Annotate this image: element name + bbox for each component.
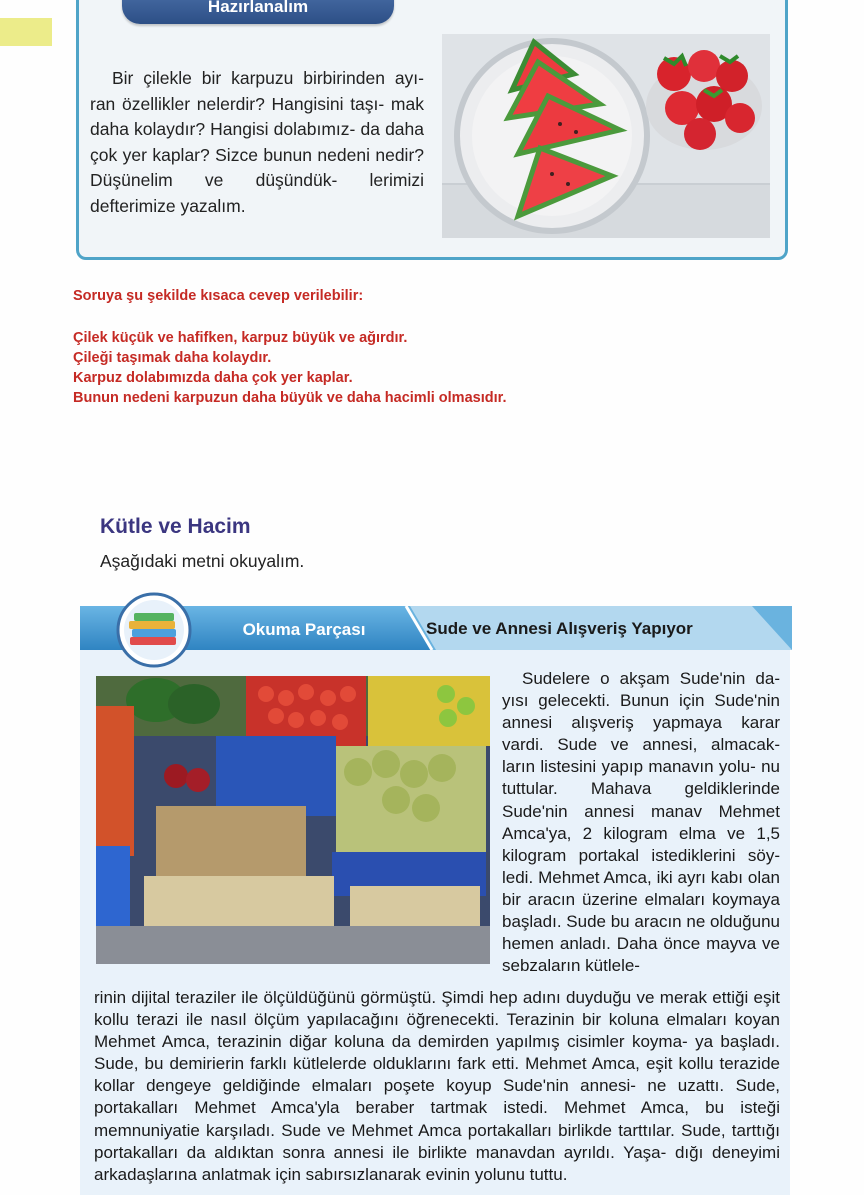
reading-label: Okuma Parçası — [242, 620, 366, 639]
story-title: Sude ve Annesi Alışveriş Yapıyor — [426, 619, 693, 638]
story-paragraph-right: Sudelere o akşam Sude'nin da- yısı gelecekti. Bunun için Sude'nin annesi alışveriş yapmaya karar vardi. Sude ve annesi, almacak- ların listesini yapıp manavın yolu- nu tuttular. Mahava geldiklerinde Sude'nin annesi manav Mehmet Amca'ya, 2 kilogram elma ve 1,5 kilogram portakal istediklerini söy- ledi. Mehmet Amca, iki ayrı kabı olan bir aracın üzerine elmaları koymaya başladı. Sude bu aracın ne olduğunu hemen anladı. Daha önce mayva ve sebzaların kütlele- — [502, 669, 781, 976]
section-title: Kütle ve Hacim — [100, 515, 251, 538]
answer-line-2: Çileği taşımak daha kolaydır. — [73, 350, 272, 366]
margin-tab — [0, 18, 52, 46]
story-paragraph-bottom: rinin dijital teraziler ile ölçüldüğünü görmüştü. Şimdi hep adını duyduğu ve merak ettiği eşit kollu terazi ile nasıl ölçüm yapılacağını öğrenecekti. Terazinin bir koluna elmaları koyan Mehmet Amca, terazinin diğar koluna da demirden yapılmış cisimler koyma- ya başladı. Sude, bu demirierin farklı kütlelerde olduklarını fark etti. Mehmet Amca, eşit kollu terazide kollar dengeye geldiğinde elmaları poşete koyup Sude'nin annesi- ne uzattı. Sude, portakalları Mehmet Amca'yla beraber tartmak istedi. Mehmet Amca, bu isteği memnuniyatie karşıladı. Sude ve Mehmet Amca portakalları birlikde tarttılar. Sude, tarttığı portakalları da aldıktan sonra annesi ile birlikte manavdan ayrıldı. Yaşa- dığı deneyimi arkadaşlarına anlatmak için sabırsızlanarak evinin yolunu tuttu. — [94, 988, 781, 1184]
prep-tab: Hazırlanalım — [122, 0, 394, 24]
books-icon — [116, 592, 192, 668]
section-intro: Aşağıdaki metni okuyalım. — [100, 551, 305, 571]
answer-line-1: Çilek küçük ve hafifken, karpuz büyük ve ağırdır. — [73, 330, 408, 346]
market-photo — [96, 676, 490, 964]
fruit-photo — [442, 34, 770, 238]
prep-paragraph: Bir çilekle bir karpuzu birbirinden ayı- ran özellikler nelerdir? Hangisini taşı- mak daha kolaydır? Hangisi dolabımız- da daha çok yer kaplar? Sizce bunun nedeni nedir? Düşünelim ve düşündük- lerimizi defterimize yazalım. — [90, 68, 425, 216]
answer-line-4: Bunun nedeni karpuzun daha büyük ve daha hacimli olmasıdır. — [73, 390, 507, 406]
answer-intro: Soruya şu şekilde kısaca cevep verilebilir: — [73, 288, 364, 304]
answer-line-3: Karpuz dolabımızda daha çok yer kaplar. — [73, 370, 353, 386]
